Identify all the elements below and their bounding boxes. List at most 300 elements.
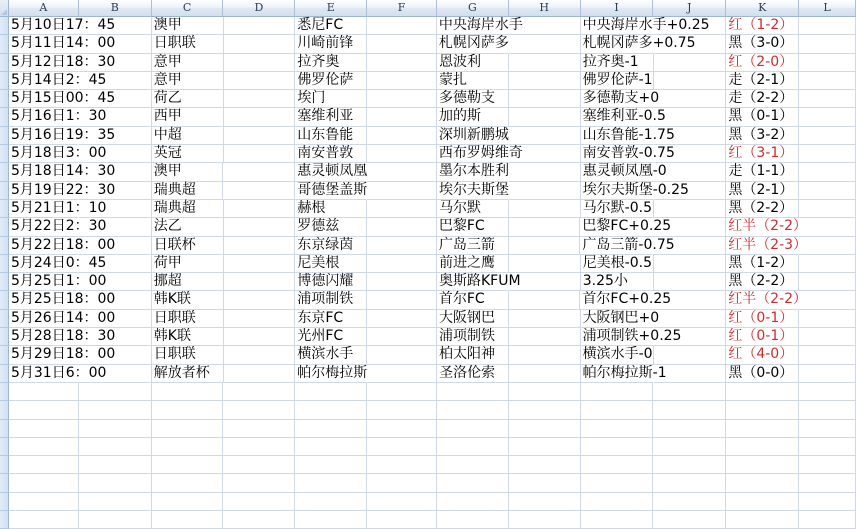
cell-handicap-line[interactable]: [580, 291, 672, 309]
cell-empty[interactable]: [367, 291, 437, 309]
cell-league[interactable]: [152, 218, 224, 236]
column-header-A[interactable]: A: [9, 0, 79, 17]
cell-empty[interactable]: [654, 346, 727, 364]
cell-empty[interactable]: [9, 456, 79, 474]
cell-away-team[interactable]: [437, 291, 509, 309]
cell-handicap-line[interactable]: [581, 35, 696, 53]
cell-empty[interactable]: [224, 35, 296, 53]
cell-result[interactable]: [726, 218, 808, 236]
cell-empty[interactable]: [79, 401, 152, 419]
row-header[interactable]: [0, 17, 9, 35]
row-header[interactable]: [0, 255, 9, 273]
cell-empty[interactable]: [152, 401, 224, 419]
cell-empty[interactable]: [509, 108, 581, 126]
cell-datetime[interactable]: [9, 145, 107, 163]
cell-empty[interactable]: [654, 255, 727, 273]
cell-away-team[interactable]: [437, 163, 509, 181]
cell-datetime[interactable]: [9, 126, 116, 145]
cell-empty[interactable]: [79, 383, 152, 401]
cell-empty[interactable]: [224, 145, 296, 163]
cell-empty[interactable]: [799, 108, 856, 126]
cell-away-team[interactable]: [437, 218, 509, 236]
cell-empty[interactable]: [509, 72, 581, 90]
cell-away-team[interactable]: [437, 127, 509, 145]
cell-datetime[interactable]: [9, 90, 116, 108]
cell-empty[interactable]: [653, 474, 726, 492]
cell-empty[interactable]: [654, 72, 727, 90]
cell-datetime[interactable]: [9, 218, 107, 236]
cell-datetime[interactable]: [9, 71, 107, 90]
cell-empty[interactable]: [224, 54, 296, 72]
cell-empty[interactable]: [799, 365, 856, 383]
column-header-K[interactable]: K: [726, 0, 799, 17]
cell-empty[interactable]: [223, 456, 295, 474]
row-header[interactable]: [0, 493, 9, 511]
cell-result[interactable]: [726, 35, 799, 53]
cell-empty[interactable]: [653, 401, 726, 419]
cell-home-team[interactable]: [295, 108, 367, 126]
cell-empty[interactable]: [799, 310, 856, 328]
cell-empty[interactable]: [224, 218, 296, 236]
cell-empty[interactable]: [223, 401, 295, 419]
cell-empty[interactable]: [799, 182, 856, 200]
cell-empty[interactable]: [726, 493, 799, 511]
row-header[interactable]: [0, 474, 9, 492]
cell-empty[interactable]: [726, 401, 799, 419]
cell-empty[interactable]: [653, 493, 726, 511]
row-header[interactable]: [0, 273, 9, 291]
cell-empty[interactable]: [437, 474, 509, 492]
cell-empty[interactable]: [581, 511, 654, 529]
cell-result[interactable]: [726, 182, 799, 200]
cell-empty[interactable]: [799, 200, 856, 218]
cell-empty[interactable]: [509, 474, 581, 492]
select-all-corner[interactable]: [0, 0, 9, 17]
cell-empty[interactable]: [152, 420, 224, 438]
cell-empty[interactable]: [437, 493, 509, 511]
cell-datetime[interactable]: [9, 364, 107, 383]
cell-empty[interactable]: [509, 328, 581, 346]
cell-datetime[interactable]: [9, 291, 116, 309]
cell-result[interactable]: [726, 17, 799, 35]
cell-empty[interactable]: [367, 273, 437, 291]
cell-empty[interactable]: [509, 237, 581, 255]
cell-empty[interactable]: [726, 474, 799, 492]
cell-league[interactable]: [152, 273, 224, 291]
column-header-D[interactable]: D: [223, 0, 295, 17]
cell-empty[interactable]: [581, 401, 654, 419]
cell-empty[interactable]: [295, 401, 367, 419]
cell-empty[interactable]: [79, 511, 152, 529]
cell-empty[interactable]: [726, 383, 799, 401]
cell-empty[interactable]: [295, 511, 367, 529]
cell-empty[interactable]: [799, 163, 856, 181]
cell-away-team[interactable]: [437, 328, 509, 346]
cell-home-team[interactable]: [295, 200, 367, 218]
cell-away-team[interactable]: [437, 182, 509, 200]
cell-empty[interactable]: [581, 383, 654, 401]
cell-datetime[interactable]: [9, 17, 116, 35]
cell-home-team[interactable]: [295, 72, 367, 90]
cell-empty[interactable]: [799, 511, 856, 529]
cell-empty[interactable]: [295, 420, 367, 438]
cell-empty[interactable]: [152, 456, 224, 474]
cell-empty[interactable]: [367, 310, 437, 328]
row-header[interactable]: [0, 54, 9, 72]
cell-empty[interactable]: [799, 90, 856, 108]
cell-handicap-line[interactable]: [581, 163, 667, 181]
cell-empty[interactable]: [509, 127, 581, 145]
column-header-L[interactable]: L: [799, 0, 856, 17]
cell-empty[interactable]: [509, 346, 581, 364]
cell-home-team[interactable]: [295, 17, 367, 35]
cell-away-team[interactable]: [437, 17, 523, 35]
cell-handicap-line[interactable]: [581, 54, 654, 72]
cell-empty[interactable]: [367, 72, 437, 90]
cell-empty[interactable]: [224, 237, 296, 255]
cell-home-team[interactable]: [295, 273, 367, 291]
cell-result[interactable]: [726, 273, 799, 291]
cell-empty[interactable]: [509, 438, 581, 456]
cell-empty[interactable]: [726, 420, 799, 438]
cell-empty[interactable]: [799, 383, 856, 401]
row-header[interactable]: [0, 218, 9, 236]
cell-empty[interactable]: [799, 401, 856, 419]
cell-result[interactable]: [726, 346, 799, 364]
cell-league[interactable]: [152, 237, 224, 255]
cell-result[interactable]: [726, 54, 799, 72]
cell-empty[interactable]: [509, 163, 581, 181]
cell-empty[interactable]: [367, 328, 437, 346]
cell-empty[interactable]: [367, 35, 437, 53]
cell-empty[interactable]: [224, 328, 296, 346]
cell-empty[interactable]: [223, 474, 295, 492]
cell-empty[interactable]: [509, 456, 581, 474]
cell-home-team[interactable]: [295, 145, 367, 163]
row-header[interactable]: [0, 438, 9, 456]
cell-empty[interactable]: [367, 200, 437, 218]
row-header[interactable]: [0, 310, 9, 328]
row-header[interactable]: [0, 108, 9, 126]
cell-result[interactable]: [726, 200, 799, 218]
cell-empty[interactable]: [799, 420, 856, 438]
cell-away-team[interactable]: [437, 108, 509, 126]
cell-empty[interactable]: [295, 438, 367, 456]
cell-empty[interactable]: [799, 127, 856, 145]
cell-away-team[interactable]: [437, 273, 521, 291]
cell-empty[interactable]: [654, 273, 727, 291]
cell-empty[interactable]: [799, 493, 856, 511]
cell-handicap-line[interactable]: [580, 236, 675, 255]
cell-empty[interactable]: [437, 511, 509, 529]
cell-empty[interactable]: [223, 383, 295, 401]
row-header[interactable]: [0, 90, 9, 108]
cell-league[interactable]: [152, 35, 224, 53]
cell-empty[interactable]: [799, 474, 856, 492]
row-header[interactable]: [0, 200, 9, 218]
cell-result[interactable]: [726, 255, 799, 273]
cell-empty[interactable]: [152, 511, 224, 529]
cell-home-team[interactable]: [295, 328, 367, 346]
cell-empty[interactable]: [367, 182, 437, 200]
cell-empty[interactable]: [654, 310, 727, 328]
cell-empty[interactable]: [9, 401, 79, 419]
cell-empty[interactable]: [653, 383, 726, 401]
cell-datetime[interactable]: [9, 254, 107, 273]
row-header[interactable]: [0, 35, 9, 53]
column-header-I[interactable]: I: [581, 0, 654, 17]
cell-empty[interactable]: [295, 474, 367, 492]
cell-empty[interactable]: [726, 511, 799, 529]
cell-empty[interactable]: [653, 456, 726, 474]
cell-home-team[interactable]: [295, 127, 367, 145]
cell-home-team[interactable]: [295, 218, 367, 236]
cell-empty[interactable]: [367, 108, 437, 126]
cell-handicap-line[interactable]: [581, 255, 654, 273]
cell-empty[interactable]: [223, 182, 295, 200]
cell-empty[interactable]: [654, 54, 727, 72]
cell-empty[interactable]: [152, 493, 224, 511]
cell-handicap-line[interactable]: [581, 273, 654, 291]
cell-handicap-line[interactable]: [581, 364, 667, 383]
row-header[interactable]: [0, 291, 9, 309]
cell-league[interactable]: [152, 200, 224, 218]
cell-datetime[interactable]: [9, 35, 116, 53]
row-header[interactable]: [0, 383, 9, 401]
cell-empty[interactable]: [367, 127, 437, 145]
cell-empty[interactable]: [799, 54, 856, 72]
cell-league[interactable]: [152, 365, 224, 383]
row-header[interactable]: [0, 328, 9, 346]
cell-result[interactable]: [726, 163, 799, 181]
cell-result[interactable]: [726, 310, 799, 328]
cell-empty[interactable]: [367, 474, 437, 492]
cell-empty[interactable]: [224, 127, 296, 145]
cell-datetime[interactable]: [9, 108, 107, 126]
row-header[interactable]: [0, 420, 9, 438]
row-header[interactable]: [0, 72, 9, 90]
cell-empty[interactable]: [224, 291, 296, 309]
cell-empty[interactable]: [367, 54, 437, 72]
cell-league[interactable]: [152, 108, 224, 126]
cell-empty[interactable]: [581, 493, 654, 511]
cell-home-team[interactable]: [295, 182, 367, 200]
cell-league[interactable]: [152, 310, 224, 328]
cell-empty[interactable]: [654, 200, 727, 218]
column-header-C[interactable]: C: [152, 0, 224, 17]
cell-empty[interactable]: [799, 35, 856, 53]
cell-empty[interactable]: [367, 438, 437, 456]
cell-datetime[interactable]: [9, 199, 107, 218]
column-header-G[interactable]: G: [437, 0, 509, 17]
row-header[interactable]: [0, 163, 9, 181]
cell-empty[interactable]: [367, 255, 437, 273]
cell-empty[interactable]: [509, 54, 581, 72]
row-header[interactable]: [0, 145, 9, 163]
cell-result[interactable]: [726, 236, 808, 255]
cell-empty[interactable]: [367, 420, 437, 438]
cell-empty[interactable]: [509, 511, 581, 529]
cell-empty[interactable]: [799, 291, 856, 309]
cell-handicap-line[interactable]: [581, 328, 682, 346]
cell-empty[interactable]: [654, 90, 727, 108]
cell-empty[interactable]: [367, 456, 437, 474]
cell-empty[interactable]: [9, 474, 79, 492]
cell-home-team[interactable]: [295, 90, 367, 108]
cell-league[interactable]: [152, 255, 224, 273]
cell-empty[interactable]: [295, 456, 367, 474]
cell-handicap-line[interactable]: [580, 218, 672, 236]
cell-empty[interactable]: [9, 493, 79, 511]
cell-empty[interactable]: [367, 237, 437, 255]
cell-handicap-line[interactable]: [581, 17, 710, 35]
cell-empty[interactable]: [581, 456, 654, 474]
cell-empty[interactable]: [509, 291, 581, 309]
cell-datetime[interactable]: [9, 236, 116, 255]
cell-empty[interactable]: [79, 438, 152, 456]
cell-away-team[interactable]: [437, 35, 509, 53]
cell-empty[interactable]: [799, 328, 856, 346]
cell-empty[interactable]: [437, 383, 509, 401]
cell-result[interactable]: [726, 145, 799, 163]
cell-away-team[interactable]: [437, 72, 509, 90]
cell-datetime[interactable]: [9, 53, 116, 72]
cell-empty[interactable]: [367, 218, 437, 236]
cell-empty[interactable]: [799, 255, 856, 273]
cell-empty[interactable]: [653, 438, 726, 456]
cell-empty[interactable]: [653, 420, 726, 438]
cell-league[interactable]: [152, 291, 224, 309]
cell-home-team[interactable]: [295, 310, 367, 328]
cell-empty[interactable]: [509, 401, 581, 419]
cell-empty[interactable]: [79, 493, 152, 511]
row-header[interactable]: [0, 511, 9, 529]
cell-empty[interactable]: [223, 420, 295, 438]
cell-empty[interactable]: [224, 255, 296, 273]
cell-empty[interactable]: [799, 72, 856, 90]
cell-away-team[interactable]: [437, 90, 509, 108]
cell-away-team[interactable]: [437, 310, 509, 328]
cell-empty[interactable]: [224, 273, 296, 291]
cell-datetime[interactable]: [9, 346, 116, 364]
row-header[interactable]: [0, 365, 9, 383]
cell-empty[interactable]: [367, 346, 437, 364]
cell-league[interactable]: [152, 145, 224, 163]
cell-empty[interactable]: [367, 163, 437, 181]
cell-empty[interactable]: [367, 401, 437, 419]
cell-league[interactable]: [152, 346, 224, 364]
cell-handicap-line[interactable]: [581, 200, 654, 218]
cell-empty[interactable]: [509, 255, 581, 273]
column-header-H[interactable]: H: [509, 0, 581, 17]
cell-empty[interactable]: [224, 17, 296, 35]
cell-handicap-line[interactable]: [581, 181, 689, 200]
cell-empty[interactable]: [223, 511, 295, 529]
cell-empty[interactable]: [367, 365, 437, 383]
cell-empty[interactable]: [367, 90, 437, 108]
row-header[interactable]: [0, 401, 9, 419]
cell-empty[interactable]: [509, 200, 581, 218]
cell-empty[interactable]: [295, 383, 367, 401]
cell-empty[interactable]: [224, 90, 296, 108]
cell-home-team[interactable]: [295, 237, 367, 255]
cell-empty[interactable]: [509, 493, 581, 511]
cell-empty[interactable]: [437, 401, 509, 419]
cell-empty[interactable]: [9, 420, 79, 438]
cell-away-team[interactable]: [437, 365, 509, 383]
cell-empty[interactable]: [9, 383, 79, 401]
cell-datetime[interactable]: [9, 309, 116, 328]
cell-empty[interactable]: [367, 383, 437, 401]
cell-empty[interactable]: [799, 456, 856, 474]
cell-empty[interactable]: [509, 365, 581, 383]
row-header[interactable]: [0, 182, 9, 200]
cell-home-team[interactable]: [295, 35, 367, 53]
cell-league[interactable]: [152, 54, 224, 72]
cell-empty[interactable]: [726, 456, 799, 474]
cell-handicap-line[interactable]: [581, 309, 660, 328]
cell-home-team[interactable]: [295, 346, 367, 364]
row-header[interactable]: [0, 346, 9, 364]
cell-empty[interactable]: [581, 438, 654, 456]
cell-result[interactable]: [726, 328, 799, 346]
cell-empty[interactable]: [653, 511, 726, 529]
cell-league[interactable]: [152, 182, 224, 200]
cell-empty[interactable]: [437, 420, 509, 438]
cell-league[interactable]: [152, 163, 224, 181]
cell-league[interactable]: [152, 72, 224, 90]
cell-empty[interactable]: [367, 511, 437, 529]
cell-home-team[interactable]: [295, 365, 367, 383]
cell-empty[interactable]: [509, 310, 581, 328]
cell-result[interactable]: [726, 291, 808, 309]
cell-empty[interactable]: [224, 200, 296, 218]
cell-home-team[interactable]: [295, 54, 367, 72]
cell-league[interactable]: [152, 17, 224, 35]
cell-result[interactable]: [726, 127, 799, 145]
cell-empty[interactable]: [224, 346, 296, 364]
cell-empty[interactable]: [223, 163, 295, 181]
cell-handicap-line[interactable]: [581, 346, 654, 364]
cell-league[interactable]: [152, 328, 224, 346]
cell-handicap-line[interactable]: [581, 108, 666, 126]
cell-empty[interactable]: [581, 420, 654, 438]
cell-empty[interactable]: [509, 90, 581, 108]
cell-result[interactable]: [726, 365, 799, 383]
cell-handicap-line[interactable]: [581, 72, 654, 90]
cell-empty[interactable]: [509, 218, 581, 236]
cell-empty[interactable]: [223, 438, 295, 456]
cell-datetime[interactable]: [9, 328, 116, 346]
cell-away-team[interactable]: [437, 54, 509, 72]
cell-empty[interactable]: [799, 273, 856, 291]
cell-away-team[interactable]: [437, 200, 509, 218]
cell-away-team[interactable]: [437, 237, 509, 255]
cell-datetime[interactable]: [9, 181, 116, 200]
column-header-F[interactable]: F: [367, 0, 437, 17]
cell-away-team[interactable]: [437, 255, 509, 273]
row-header[interactable]: [0, 127, 9, 145]
cell-empty[interactable]: [437, 438, 509, 456]
cell-empty[interactable]: [79, 420, 152, 438]
cell-empty[interactable]: [509, 420, 581, 438]
cell-league[interactable]: [152, 127, 224, 145]
cell-handicap-line[interactable]: [581, 126, 675, 145]
cell-empty[interactable]: [509, 35, 581, 53]
cell-empty[interactable]: [509, 383, 581, 401]
cell-empty[interactable]: [726, 438, 799, 456]
cell-empty[interactable]: [152, 383, 224, 401]
